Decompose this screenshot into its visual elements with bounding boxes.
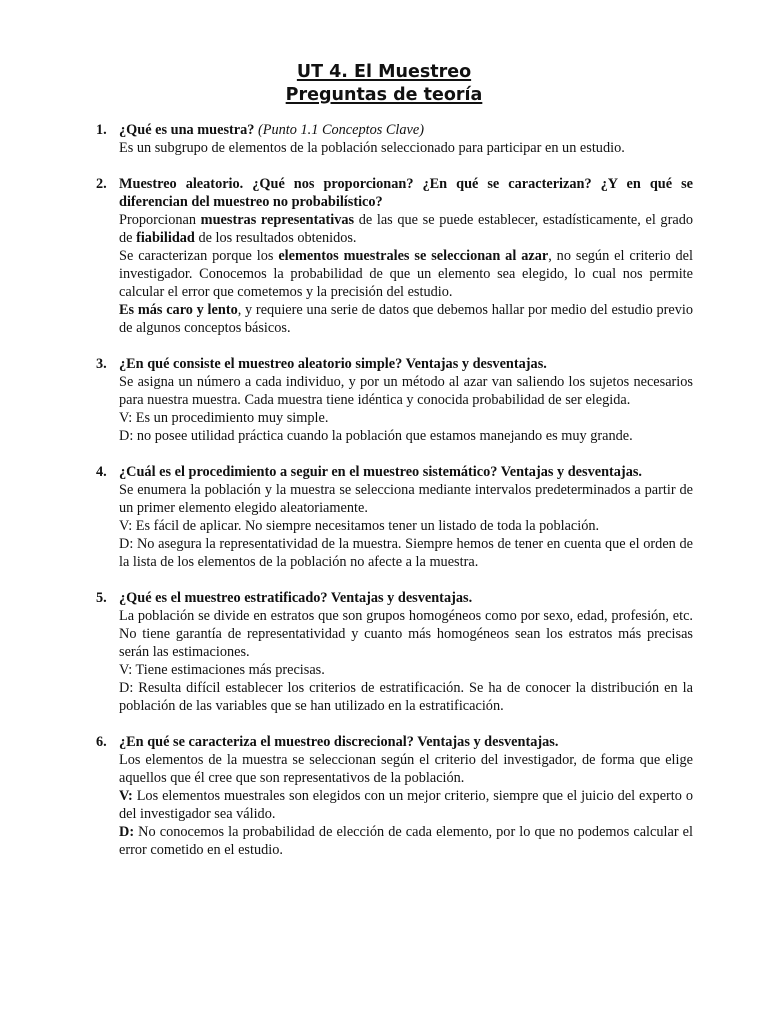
question-6 [96, 733, 693, 859]
question-number: 2. [96, 176, 107, 192]
page-subtitle: Preguntas de teoría [285, 85, 483, 105]
question-title: Muestreo aleatorio. ¿Qué nos proporcionan? ¿En qué se caracterizan? ¿Y en qué se diferencian del muestreo no probabilístico? [119, 176, 693, 210]
question-1 [96, 121, 693, 157]
answer-paragraph-1 [119, 211, 693, 247]
question-number: 6. [96, 734, 107, 750]
question-title-text: ¿Qué es una muestra? [119, 122, 255, 138]
question-number: 4. [96, 464, 107, 480]
answer-text: Los elementos de la muestra se seleccionan según el criterio del investigador, de forma que elige aquellos que él cree que son representativos de la población. [119, 752, 693, 786]
answer-emphasis: elementos muestrales se seleccionan al azar [278, 248, 549, 264]
question-4 [96, 463, 693, 571]
disadvantage-line [119, 823, 693, 859]
answer-emphasis: muestras representativas [200, 212, 355, 228]
document-header [0, 61, 768, 107]
answer-text: Se caracterizan porque los [119, 248, 279, 264]
answer-text: La población se divide en estratos que son grupos homogéneos como por sexo, edad, profesión, etc. No tiene garantía de representatividad y cuanto más homogéneos sean los estratos más precisas serán las estimaciones. [119, 608, 693, 660]
disadvantage-line: D: No asegura la representatividad de la muestra. Siempre hemos de tener en cuenta que el orden de la lista de los elementos de la población no afecte a la muestra. [119, 536, 693, 570]
advantage-line [119, 787, 693, 823]
question-number: 5. [96, 590, 107, 606]
question-title [119, 121, 693, 139]
answer-text: Se enumera la población y la muestra se selecciona mediante intervalos predeterminados a partir de un primer elemento elegido aleatoriamente. [119, 482, 693, 516]
advantage-line: V: Tiene estimaciones más precisas. [119, 662, 325, 678]
answer-emphasis: fiabilidad [136, 230, 195, 246]
disadvantage-line: D: no posee utilidad práctica cuando la población que estamos manejando es muy grande. [119, 428, 633, 444]
disadvantage-line: D: Resulta difícil establecer los criterios de estratificación. Se ha de conocer la distribución en la población de las variables que se han utilizado en la estratificación. [119, 680, 693, 714]
disadvantage-label: D: [119, 824, 135, 840]
answer-paragraph-3 [119, 301, 693, 337]
question-number: 1. [96, 122, 107, 138]
question-list [96, 121, 693, 859]
advantage-text: Los elementos muestrales son elegidos con un mejor criterio, siempre que el juicio del experto o del investigador sea válido. [119, 788, 693, 822]
question-5 [96, 589, 693, 715]
question-title: ¿Cuál es el procedimiento a seguir en el muestreo sistemático? Ventajas y desventajas. [119, 464, 642, 480]
answer-text: de las que se puede establecer, estadísticamente, el grado de [119, 212, 693, 246]
answer-text: , no según el criterio del investigador. Conocemos la probabilidad de que un elemento sea elegido, lo cual nos permite calcular el error que cometemos y la precisión del estudio. [119, 248, 693, 300]
question-title: ¿En qué se caracteriza el muestreo discrecional? Ventajas y desventajas. [119, 734, 559, 750]
answer-text: Se asigna un número a cada individuo, y por un método al azar van saliendo los sujetos necesarios para nuestra muestra. Cada muestra tiene idéntica y conocida probabilidad de ser elegida. [119, 374, 693, 408]
advantage-label: V: [119, 788, 133, 804]
question-title: ¿Qué es el muestreo estratificado? Ventajas y desventajas. [119, 590, 473, 606]
advantage-line: V: Es fácil de aplicar. No siempre necesitamos tener un listado de toda la población. [119, 518, 600, 534]
disadvantage-text: No conocemos la probabilidad de elección de cada elemento, por lo que no podemos calcular el error cometido en el estudio. [119, 824, 693, 858]
answer-paragraph-2 [119, 247, 693, 301]
answer-emphasis: Es más caro y lento [119, 302, 238, 318]
question-number: 3. [96, 356, 107, 372]
question-3 [96, 355, 693, 445]
question-title: ¿En qué consiste el muestreo aleatorio simple? Ventajas y desventajas. [119, 356, 547, 372]
page-title: UT 4. El Muestreo [296, 62, 472, 82]
answer-text: Proporcionan [119, 212, 201, 228]
question-2 [96, 175, 693, 337]
answer-text: , y requiere una serie de datos que debemos hallar por medio del estudio previo de algunos conceptos básicos. [119, 302, 694, 336]
answer-text: Es un subgrupo de elementos de la población seleccionado para participar en un estudio. [119, 140, 625, 156]
answer-text: de los resultados obtenidos. [194, 230, 357, 246]
question-reference: (Punto 1.1 Conceptos Clave) [258, 122, 424, 138]
advantage-line: V: Es un procedimiento muy simple. [119, 410, 329, 426]
